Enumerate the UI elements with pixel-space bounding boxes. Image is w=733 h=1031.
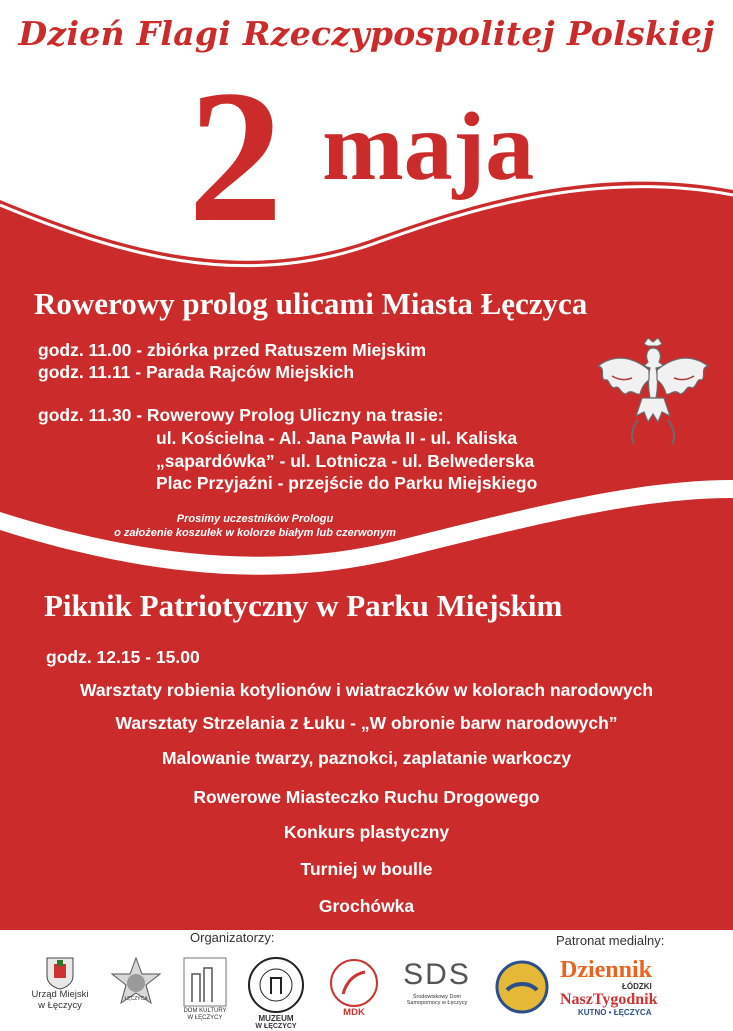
section2-heading: Piknik Patriotyczny w Parku Miejskim — [44, 588, 563, 623]
schedule-line: godz. 11.11 - Parada Rajców Miejskich — [38, 362, 355, 382]
star-badge-icon — [110, 956, 162, 1008]
handshake-emblem-icon — [495, 960, 549, 1014]
picnic-item: Warsztaty robienia kotylionów i wiatraczków w kolorach narodowych — [79, 680, 654, 700]
straz-text: ŁĘCZYCA — [124, 996, 148, 1002]
sds-logo — [396, 960, 478, 1007]
picnic-time: godz. 12.15 - 15.00 — [46, 647, 200, 667]
culture-house-icon — [182, 956, 228, 1008]
nasz-tygodnik-text: NaszTygodnik — [560, 991, 658, 1008]
dziennik-text: Dziennik — [560, 957, 653, 983]
muzeum-logo — [246, 956, 306, 1031]
route-line: ul. Kościelna - Al. Jana Pawła II - ul. Kaliska — [156, 428, 518, 448]
museum-seal-icon — [247, 956, 305, 1014]
event-title: Dzień Flagi Rzeczypospolitej Polskiej — [18, 14, 715, 53]
route-line: Plac Przyjaźni - przejście do Parku Miejskiego — [156, 473, 538, 493]
note-line: Prosimy uczestników Prologu — [176, 513, 334, 525]
picnic-item: Malowanie twarzy, paznokci, zaplatanie warkoczy — [161, 748, 572, 768]
sds-text: SDS — [403, 958, 471, 991]
mdk-logo — [328, 958, 380, 1019]
dom-kultury-text: DOM KULTURY W ŁĘCZYCY — [183, 1008, 227, 1021]
picnic-item: Grochówka — [318, 896, 415, 916]
schedule-line: godz. 11.30 - Rowerowy Prolog Uliczny na trasie: — [38, 405, 444, 425]
dziennik-lodzki-logo — [560, 958, 672, 991]
nasz-tygodnik-sub-text: KUTNO • ŁĘCZYCA — [578, 1008, 652, 1017]
urzad-caption-line1: Urząd Miejski — [31, 989, 89, 1000]
mdk-text: MDK — [343, 1007, 365, 1018]
association-logo — [494, 960, 550, 1014]
mdk-emblem-icon — [329, 958, 379, 1008]
muzeum-bottom-text: W ŁĘCZYCY — [255, 1023, 297, 1031]
organizers-label: Organizatorzy: — [190, 930, 275, 945]
picnic-item: Konkurs plastyczny — [283, 822, 450, 842]
dom-kultury-logo — [180, 956, 230, 1022]
coat-of-arms-icon — [45, 956, 75, 990]
section1-heading: Rowerowy prolog ulicami Miasta Łęczyca — [34, 286, 588, 321]
picnic-item: Turniej w boulle — [300, 859, 433, 879]
patronage-label: Patronat medialny: — [556, 933, 665, 948]
date-day: 2 — [188, 52, 283, 262]
nasz-tygodnik-logo — [560, 992, 672, 1017]
white-eagle-emblem-icon — [592, 336, 714, 454]
sds-caption: Środowiskowy Dom Samopomocy w Łęczycy — [406, 994, 468, 1007]
route-line: „sapardówka” - ul. Lotnicza - ul. Belwederska — [156, 451, 535, 471]
straz-logo — [108, 956, 164, 1008]
date-month: maja — [322, 93, 535, 201]
dziennik-sub-text: ŁÓDZKI — [622, 982, 652, 991]
muzeum-top-text: MUZEUM — [258, 1014, 294, 1023]
urzad-miejski-logo — [28, 956, 92, 1012]
urzad-caption-line2: w Łęczycy — [38, 999, 82, 1011]
note-line: o założenie koszulek w kolorze białym lub czerwonym — [114, 527, 396, 539]
picnic-item: Rowerowe Miasteczko Ruchu Drogowego — [193, 787, 540, 807]
schedule-line: godz. 11.00 - zbiórka przed Ratuszem Miejskim — [38, 340, 427, 360]
picnic-item: Warsztaty Strzelania z Łuku - „W obronie barw narodowych” — [115, 713, 618, 733]
